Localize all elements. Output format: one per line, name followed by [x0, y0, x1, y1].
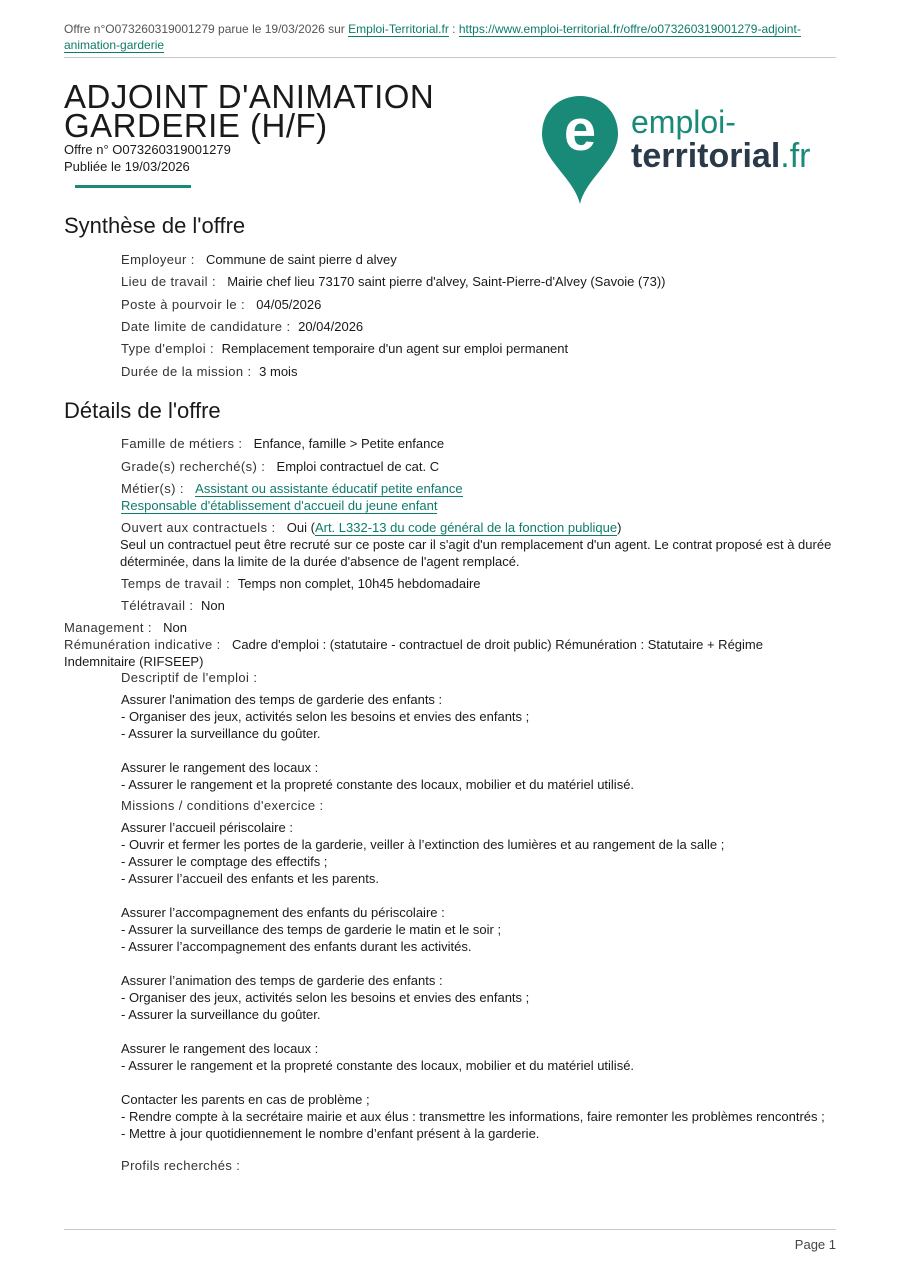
profils-heading [121, 1157, 836, 1174]
logo-letter: e [563, 98, 597, 163]
duree-value: 3 mois [259, 364, 298, 379]
contractuels-value: Oui ( [286, 520, 315, 535]
temps-value: Temps non complet, 10h45 hebdomadaire [237, 576, 481, 591]
contractuels-row [121, 519, 836, 570]
logo-suffix: .fr [780, 137, 811, 175]
metier-link-responsable[interactable]: Responsable d'établissement d'accueil du jeune enfant [121, 498, 438, 513]
metier-link-assistant[interactable]: Assistant ou assistante éducatif petite enfance [195, 481, 463, 496]
poste-row [121, 296, 836, 313]
temps-label: Temps de travail : [121, 576, 235, 591]
descriptif-label: Descriptif de l'emploi : [121, 670, 258, 685]
page-number: Page 1 [794, 1237, 836, 1252]
poste-value: 04/05/2026 [256, 297, 322, 312]
source-line [64, 21, 836, 53]
missions-label: Missions / conditions d'exercice : [121, 798, 324, 813]
contractuels-label: Ouvert aux contractuels : [121, 520, 280, 535]
bottom-divider [64, 1229, 836, 1230]
source-prefix: Offre n°O073260319001279 parue le 19/03/2026 sur [64, 22, 349, 36]
teletravail-label: Télétravail : [121, 598, 198, 613]
management-row [64, 619, 836, 636]
poste-label: Poste à pourvoir le : [121, 297, 250, 312]
title-line-1: ADJOINT D'ANIMATION [64, 78, 435, 115]
employeur-row [121, 251, 836, 268]
contractuels-note: Seul un contractuel peut être recruté sur ce poste car il s'agit d'un remplacement d'un agent. Le contrat proposé est à durée déterminée, dans la limite de la durée d'absence de l'agent remplacé. [120, 537, 832, 569]
missions-text: Assurer l’accueil périscolaire : - Ouvrir et fermer les portes de la garderie, veiller à l’extinction des lumières et au rangement de la salle ; - Assurer le comptage des effectifs ; - Assurer l’accueil des enfants et les parents. Assurer l’accompagnement des enfants du périscolaire : - Assurer la surveillance des temps de garderie le matin et le soir ; - Assurer l’accompagnement des enfants durant les activités. Assurer l’animation des temps de garderie des enfants : - Organiser des jeux, activités selon les besoins et envies des enfants ; - Assurer la surveillance du goûter. Assurer le rangement des locaux : - Assurer le rangement et la propreté constante des locaux, mobilier et du matériel utilisé. Contacter les parents en cas de problème ; - Rendre compte à la secrétaire mairie et aux élus : transmettre les informations, faire remonter les problèmes rencontrés ; - Mettre à jour quotidiennement le nombre d’enfant présent à la garderie. [121, 820, 825, 1141]
famille-value: Enfance, famille > Petite enfance [253, 436, 445, 451]
teletravail-row [121, 597, 836, 614]
section-details-heading: Détails de l'offre [64, 398, 221, 423]
descriptif-heading [121, 669, 836, 686]
lieu-value: Mairie chef lieu 73170 saint pierre d'alvey, Saint-Pierre-d'Alvey (Savoie (73)) [227, 274, 666, 289]
missions-heading [121, 797, 836, 814]
employeur-label: Employeur : [121, 252, 199, 267]
management-value: Non [163, 620, 188, 635]
management-label: Management : [64, 620, 156, 635]
top-divider [64, 57, 836, 58]
lieu-row [121, 273, 836, 290]
site-link[interactable]: Emploi-Territorial.fr [348, 22, 449, 36]
grade-value: Emploi contractuel de cat. C [276, 459, 440, 474]
title-line-2: GARDERIE (H/F) [64, 107, 328, 144]
remuneration-value: Cadre d'emploi : (statutaire - contractuel de droit public) Rémunération : Statutaire + Régime Indemnitaire (RIFSEEP) [64, 637, 763, 669]
logo-word-territorial: territorial.fr [631, 137, 811, 175]
page-title [64, 78, 435, 144]
teletravail-value: Non [201, 598, 225, 613]
offer-url-link[interactable]: https://www.emploi-territorial.fr/offre/o073260319001279-adjoint-animation-garderie [64, 22, 801, 52]
metier-label: Métier(s) : [121, 481, 188, 496]
date-limite-row [121, 318, 836, 335]
type-emploi-label: Type d'emploi : [121, 341, 219, 356]
logo-word-emploi: emploi- [631, 104, 736, 140]
lieu-label: Lieu de travail : [121, 274, 220, 289]
temps-row [121, 575, 836, 592]
employeur-value: Commune de saint pierre d alvey [206, 252, 397, 267]
duree-row [121, 363, 836, 380]
grade-label: Grade(s) recherché(s) : [121, 459, 270, 474]
remuneration-label: Rémunération indicative : [64, 637, 225, 652]
duree-label: Durée de la mission : [121, 364, 256, 379]
type-emploi-value: Remplacement temporaire d'un agent sur emploi permanent [221, 341, 569, 356]
source-separator: : [448, 22, 459, 36]
type-emploi-row [121, 340, 836, 357]
famille-row [121, 435, 836, 452]
section-synthese-heading: Synthèse de l'offre [64, 213, 246, 238]
title-accent-bar [75, 185, 191, 188]
offer-number: Offre n° O073260319001279 [64, 142, 231, 157]
grade-row [121, 458, 836, 475]
code-fonction-publique-link[interactable]: Art. L332-13 du code général de la fonction publique [314, 520, 618, 535]
emploi-territorial-logo [540, 92, 830, 208]
famille-label: Famille de métiers : [121, 436, 247, 451]
profils-label: Profils recherchés : [121, 1158, 241, 1173]
descriptif-text: Assurer l'animation des temps de garderie des enfants : - Organiser des jeux, activités selon les besoins et envies des enfants ; - Assurer la surveillance du goûter. Assurer le rangement des locaux : - Assurer le rangement et la propreté constante des locaux, mobilier et du matériel utilisé. [121, 692, 635, 792]
date-limite-label: Date limite de candidature : [121, 319, 295, 334]
remuneration-row [64, 636, 836, 670]
metier-row [121, 480, 836, 514]
date-limite-value: 20/04/2026 [298, 319, 364, 334]
contractuels-close: ) [617, 520, 622, 535]
publication-date: Publiée le 19/03/2026 [64, 159, 190, 174]
